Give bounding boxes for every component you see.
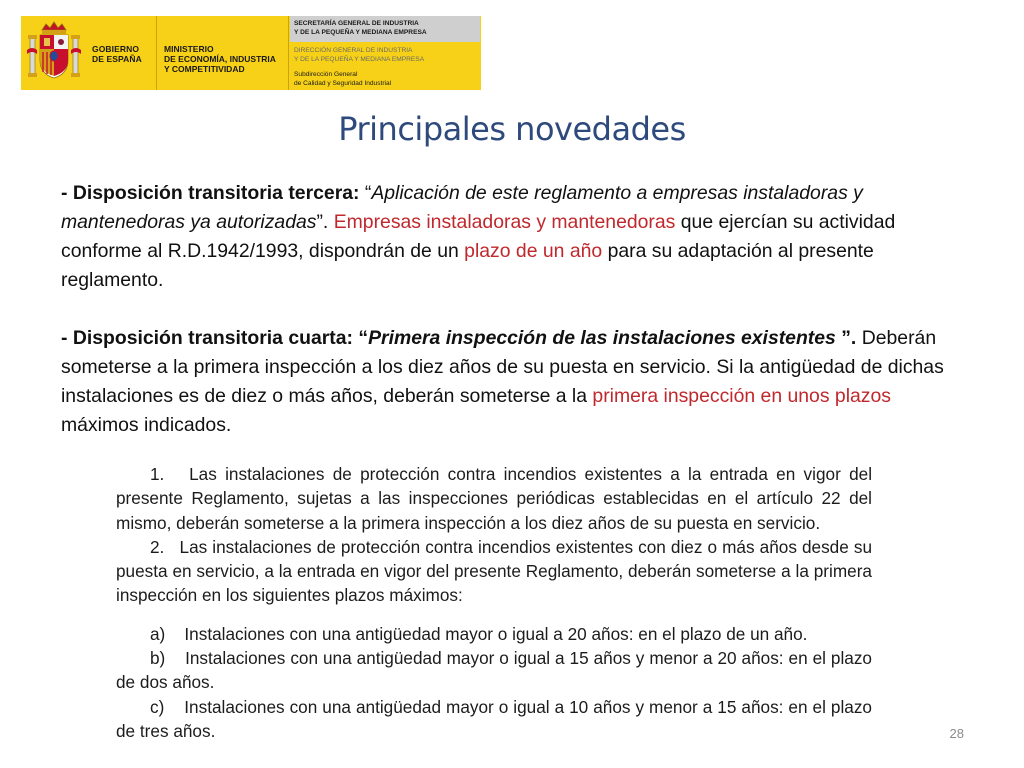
quoted-title: Aplicación de este reglamento a empresas instaladoras y mantenedoras ya autorizadas	[61, 182, 863, 233]
item-letter: c)	[150, 696, 165, 717]
quote-mark: “	[359, 182, 372, 204]
item-number: 2.	[150, 536, 165, 557]
item-text: Las instalaciones de protección contra incendios existentes a la entrada en vigor del presente Reglamento, sujetas a las inspecciones periódicas establecidas en el artículo 22 del mismo, deberán someterse a la primera inspección a los diez años de su puesta en servicio.	[116, 464, 873, 533]
item-letter: b)	[150, 648, 166, 669]
body-text: Deberán someterse a la primera inspección a los diez años de su puesta en servicio. Si la antigüedad de dichas instalaciones es de diez o más años, deberán someterse a la	[61, 327, 944, 407]
subdireccion-label: Subdirección General de Calidad y Seguridad Industrial	[294, 71, 392, 87]
quote-mark: ”.	[835, 327, 857, 349]
item-text: Las instalaciones de protección contra incendios existentes con diez o más años desde su puesta en servicio, a la entrada en vigor del presente Reglamento, deberán someterse a la primera inspección en los siguientes plazos máximos:	[116, 536, 873, 606]
header-divider	[156, 16, 157, 90]
excerpt-item-1	[116, 462, 872, 535]
item-number: 1.	[150, 464, 165, 484]
body-text: para su adaptación al presente reglamento.	[61, 240, 874, 291]
page-title: Principales novedades	[338, 110, 686, 148]
coat-of-arms-icon	[21, 16, 87, 90]
paragraph-transitoria-tercera	[61, 179, 966, 295]
highlighted-text: primera inspección en unos plazos	[592, 385, 891, 407]
paragraph-transitoria-cuarta	[61, 324, 966, 440]
regulation-excerpt	[116, 462, 872, 743]
excerpt-subitem-b	[116, 646, 872, 695]
paragraph-heading: - Disposición transitoria cuarta: “	[61, 327, 369, 349]
excerpt-subitem-a	[116, 622, 872, 646]
header-divider	[288, 16, 289, 90]
quoted-title: Primera inspección de las instalaciones existentes	[368, 327, 836, 349]
slide-number: 28	[949, 726, 964, 741]
item-text: Instalaciones con una antigüedad mayor o igual a 10 años y menor a 15 años: en el plazo de tres años.	[116, 696, 872, 741]
body-text: máximos indicados.	[61, 414, 232, 436]
direccion-label: DIRECCIÓN GENERAL DE INDUSTRIA Y DE LA PEQUEÑA Y MEDIANA EMPRESA	[294, 47, 425, 63]
excerpt-item-2	[116, 535, 872, 608]
government-label: GOBIERNO DE ESPAÑA	[92, 44, 142, 64]
item-text: Instalaciones con una antigüedad mayor o igual a 20 años: en el plazo de un año.	[184, 623, 808, 644]
excerpt-subitem-c	[116, 695, 872, 744]
ministry-label: MINISTERIO DE ECONOMÍA, INDUSTRIA Y COMPETITIVIDAD	[164, 44, 276, 74]
highlighted-text: plazo de un año	[464, 240, 603, 262]
paragraph-heading: - Disposición transitoria tercera:	[61, 182, 360, 204]
slide-body	[61, 179, 966, 440]
item-text: Instalaciones con una antigüedad mayor o igual a 15 años y menor a 20 años: en el plazo de dos años.	[116, 648, 872, 693]
highlighted-text: Empresas instaladoras y mantenedoras	[333, 211, 676, 233]
quote-mark: ”.	[316, 211, 334, 233]
item-letter: a)	[150, 623, 166, 644]
secretaria-label: SECRETARÍA GENERAL DE INDUSTRIA Y DE LA PEQUEÑA Y MEDIANA EMPRESA	[294, 20, 427, 36]
body-text: que ejercían su actividad conforme al R.D.1942/1993, dispondrán de un	[61, 211, 896, 262]
